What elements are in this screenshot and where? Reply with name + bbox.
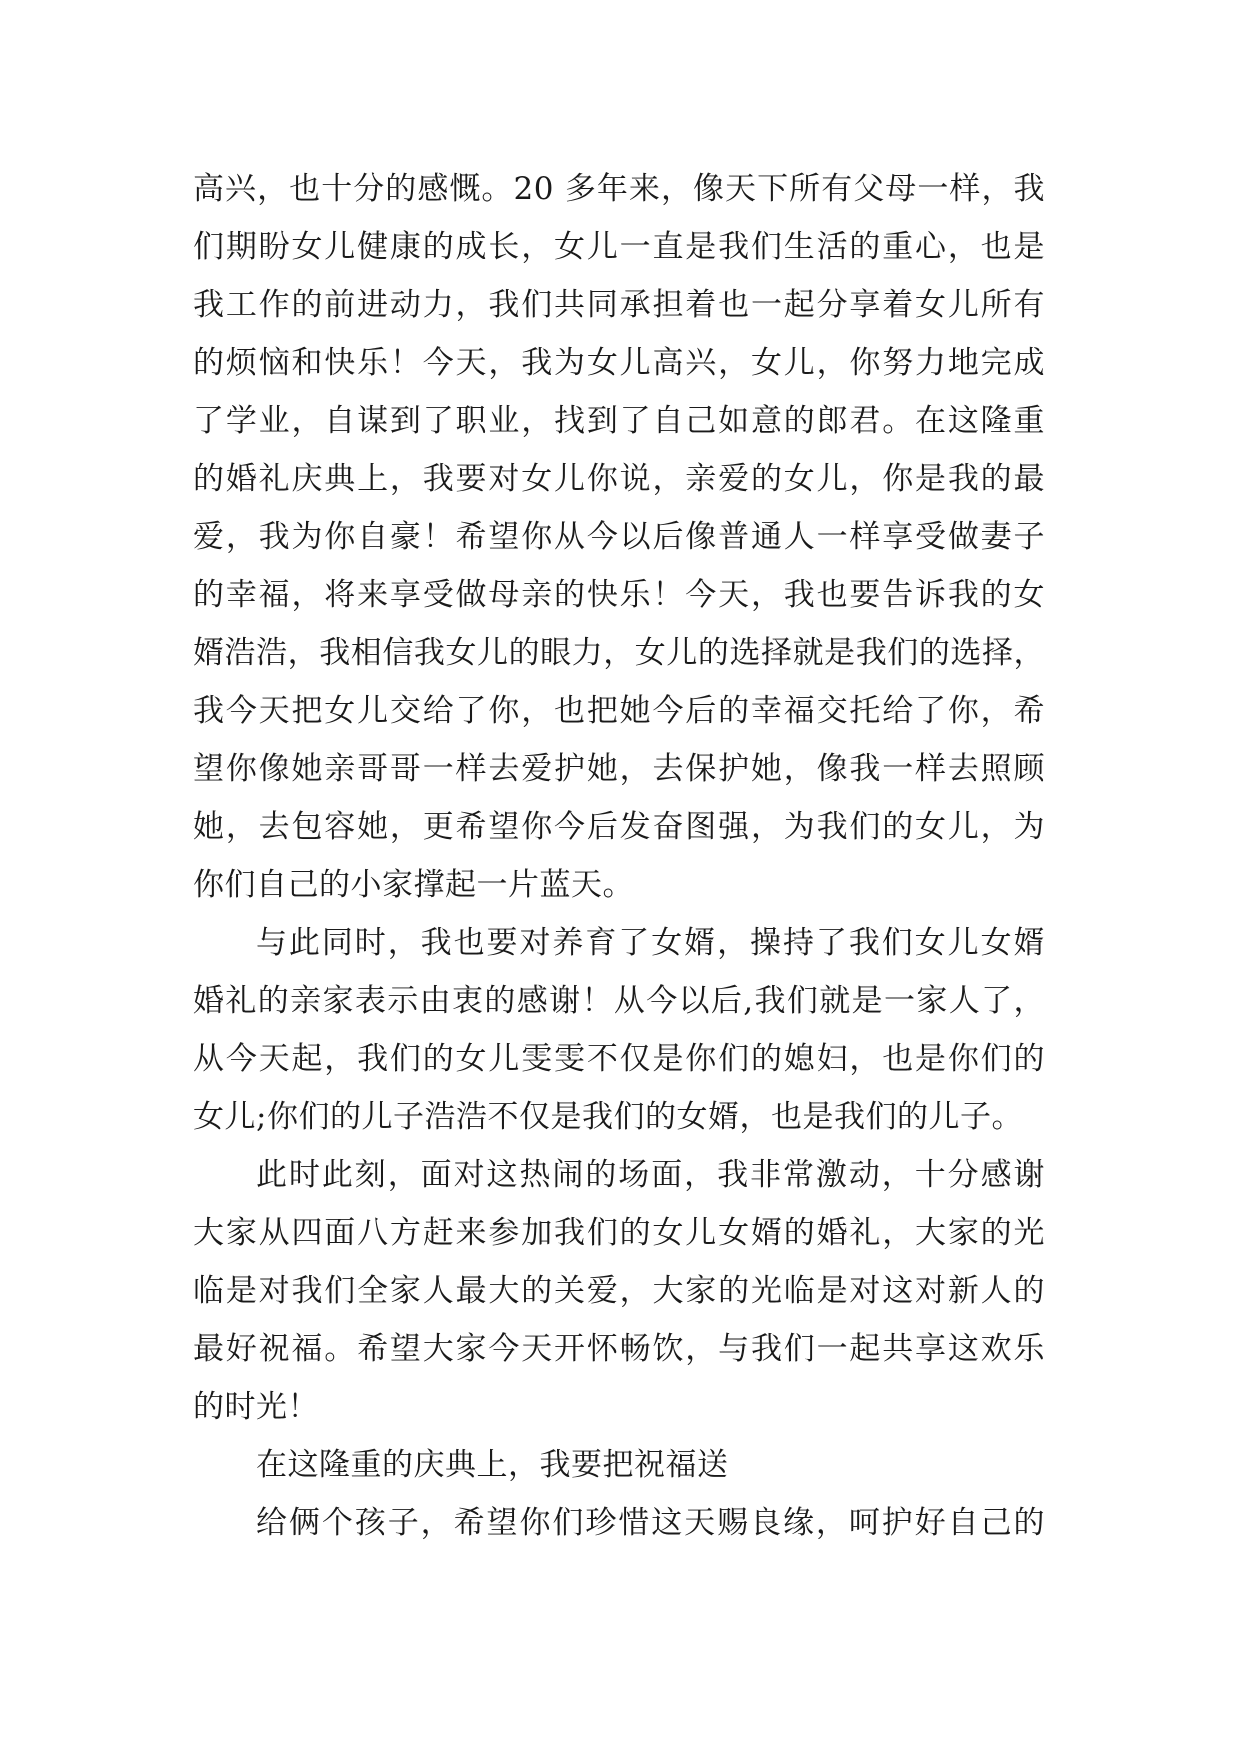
text-line: 们期盼女儿健康的成长，女儿一直是我们生活的重心，也是 (193, 229, 1045, 265)
text-line: 了学业，自谋到了职业，找到了自己如意的郎君。在这隆重 (193, 403, 1045, 439)
text-line: 的婚礼庆典上，我要对女儿你说，亲爱的女儿，你是我的最 (193, 461, 1045, 497)
text-line: 女儿;你们的儿子浩浩不仅是我们的女婿，也是我们的儿子。 (193, 1099, 1023, 1135)
text-line: 她，去包容她，更希望你今后发奋图强，为我们的女儿，为 (193, 809, 1045, 845)
document-body (193, 160, 1045, 1552)
text-line: 临是对我们全家人最大的关爱，大家的光临是对这对新人的 (193, 1273, 1045, 1309)
text-line: 你们自己的小家撑起一片蓝天。 (193, 867, 634, 903)
text-line: 的烦恼和快乐！今天，我为女儿高兴，女儿，你努力地完成 (193, 345, 1045, 381)
text-line: 大家从四面八方赶来参加我们的女儿女婿的婚礼，大家的光 (193, 1215, 1045, 1251)
text-line: 与此同时，我也要对养育了女婿，操持了我们女儿女婿 (256, 925, 1045, 961)
text-line: 在这隆重的庆典上，我要把祝福送 (256, 1447, 729, 1483)
text-line: 此时此刻，面对这热闹的场面，我非常激动，十分感谢 (256, 1157, 1045, 1193)
paragraph (193, 160, 1045, 914)
text-line: 婚礼的亲家表示由衷的感谢！从今以后,我们就是一家人了， (193, 983, 1045, 1019)
paragraph (193, 1436, 1045, 1494)
text-line: 给俩个孩子，希望你们珍惜这天赐良缘，呵护好自己的 (256, 1505, 1045, 1541)
text-line: 最好祝福。希望大家今天开怀畅饮，与我们一起共享这欢乐 (193, 1331, 1045, 1367)
text-line: 望你像她亲哥哥一样去爱护她，去保护她，像我一样去照顾 (193, 751, 1045, 787)
paragraph (193, 914, 1045, 1146)
text-line: 从今天起，我们的女儿雯雯不仅是你们的媳妇，也是你们的 (193, 1041, 1045, 1077)
text-line: 婿浩浩，我相信我女儿的眼力，女儿的选择就是我们的选择， (193, 635, 1045, 671)
paragraph (193, 1494, 1045, 1552)
paragraph (193, 1146, 1045, 1436)
text-line: 我工作的前进动力，我们共同承担着也一起分享着女儿所有 (193, 287, 1045, 323)
text-line: 我今天把女儿交给了你，也把她今后的幸福交托给了你，希 (193, 693, 1045, 729)
text-line: 的时光！ (193, 1389, 319, 1425)
text-line: 爱，我为你自豪！希望你从今以后像普通人一样享受做妻子 (193, 519, 1045, 555)
text-line: 高兴，也十分的感慨。20 多年来，像天下所有父母一样，我 (193, 171, 1045, 207)
text-line: 的幸福，将来享受做母亲的快乐！今天，我也要告诉我的女 (193, 577, 1045, 613)
